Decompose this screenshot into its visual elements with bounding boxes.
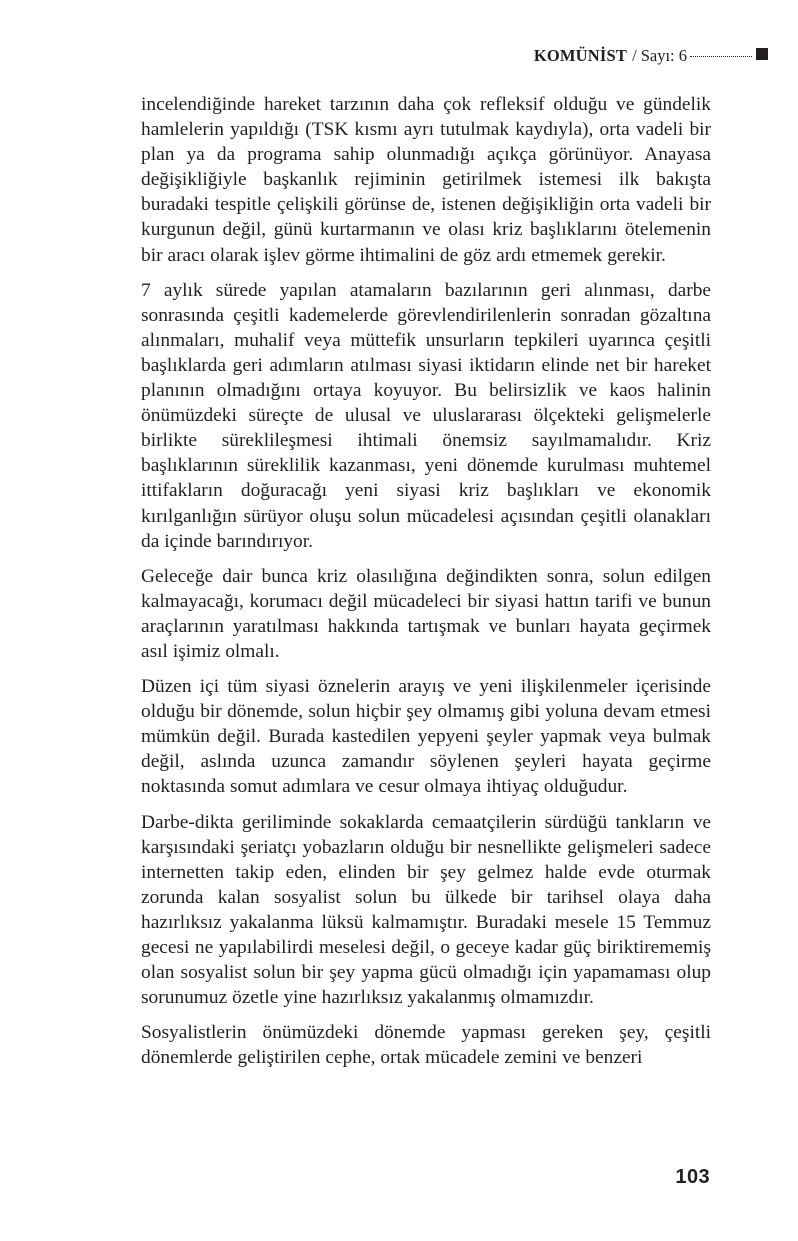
page-number: 103 <box>675 1166 710 1188</box>
paragraph: Düzen içi tüm siyasi öznelerin arayış ve yeni ilişkilenmeler içerisinde olduğu bir dönemde, solun hiçbir şey olmamış gibi yoluna devam etmesi mümkün değil. Burada kastedilen yepyeni şeyler yapmak veya bulmak değil, aslında uzunca zamandır söylenen şeyleri hayata geçirme noktasında somut adımlara ve cesur olmaya ihtiyaç olduğudur. <box>141 676 711 798</box>
filled-square-icon <box>756 48 768 60</box>
paragraph: incelendiğinde hareket tarzının daha çok refleksif olduğu ve gündelik hamlelerin yapıldığı (TSK kısmı ayrı tutulmak kaydıyla), orta vadeli bir plan ya da programa sahip olunmadığı açıkça görünüyor. Anayasa değişikliğiyle başkanlık rejiminin getirilmek istemesi ilk bakışta buradaki tespitle çelişkili görünse de, istenen değişikliğin orta vadeli bir kurgunun değil, günü kurtarmanın ve olası kriz başlıklarını ötelemenin bir aracı olarak işlev görme ihtimalini de göz ardı etmemek gerekir. <box>141 94 711 266</box>
paragraph: 7 aylık sürede yapılan atamaların bazılarının geri alınması, darbe sonrasında çeşitli kademelerde görevlendirilenlerin sonradan gözaltına alınmaları, muhalif veya müttefik unsurların tepkileri uyarınca çeşitli başlıklarda geri adımların atılması siyasi iktidarın elinde net bir hareket planının olmadığını ortaya koyuyor. Bu belirsizlik ve kaos halinin önümüzdeki süreçte de ulusal ve uluslararası ölçekteki gelişmelerle birlikte süreklileşmesi ihtimali önemsiz sayılmamalıdır. Kriz başlıklarının süreklilik kazanması, yeni dönemde kurulması muhtemel ittifakların doğuracağı yeni siyasi kriz başlıkları ve ekonomik kırılganlığın sürüyor oluşu solun mücadelesi açısından çeşitli olanakları da içinde barındırıyor. <box>141 279 711 552</box>
running-head <box>534 46 768 70</box>
running-head-publication: KOMÜNİST <box>533 46 628 65</box>
running-head-issue: Sayı: 6 <box>640 46 687 65</box>
paragraph: Sosyalistlerin önümüzdeki dönemde yapması gereken şey, çeşitli dönemlerde geliştirilen cephe, ortak mücadele zemini ve benzeri <box>141 1022 711 1069</box>
paragraph: Darbe-dikta geriliminde sokaklarda cemaatçilerin sürdüğü tankların ve karşısındaki şeriatçı yobazların olduğu bir nesnellikte gelişmeleri sadece internetten takip eden, elinden bir şey gelmez halde evde oturmak zorunda kalan sosyalist solun bu ülkede bir tarihsel olaya daha hazırlıksız yakalanma lüksü kalmamıştır. Buradaki mesele 15 Temmuz gecesi ne yapılabilirdi meselesi değil, o geceye kadar güç biriktirememiş olan sosyalist solun bir şey yapma gücü olmadığı için yapamaması olup sorunumuz özetle yine hazırlıksız yakalanmış olmamızdır. <box>141 811 711 1009</box>
body-text-column <box>141 92 711 1070</box>
paragraph: Geleceğe dair bunca kriz olasılığına değindikten sonra, solun edilgen kalmayacağı, korumacı değil mücadeleci bir siyasi hattın tarifi ve bunun araçlarının yaratılması hakkında tartışmak ve bunları hayata geçirmek asıl işimiz olmalı. <box>141 565 711 662</box>
running-head-separator: / <box>632 46 637 65</box>
dotted-rule-icon <box>690 56 752 57</box>
